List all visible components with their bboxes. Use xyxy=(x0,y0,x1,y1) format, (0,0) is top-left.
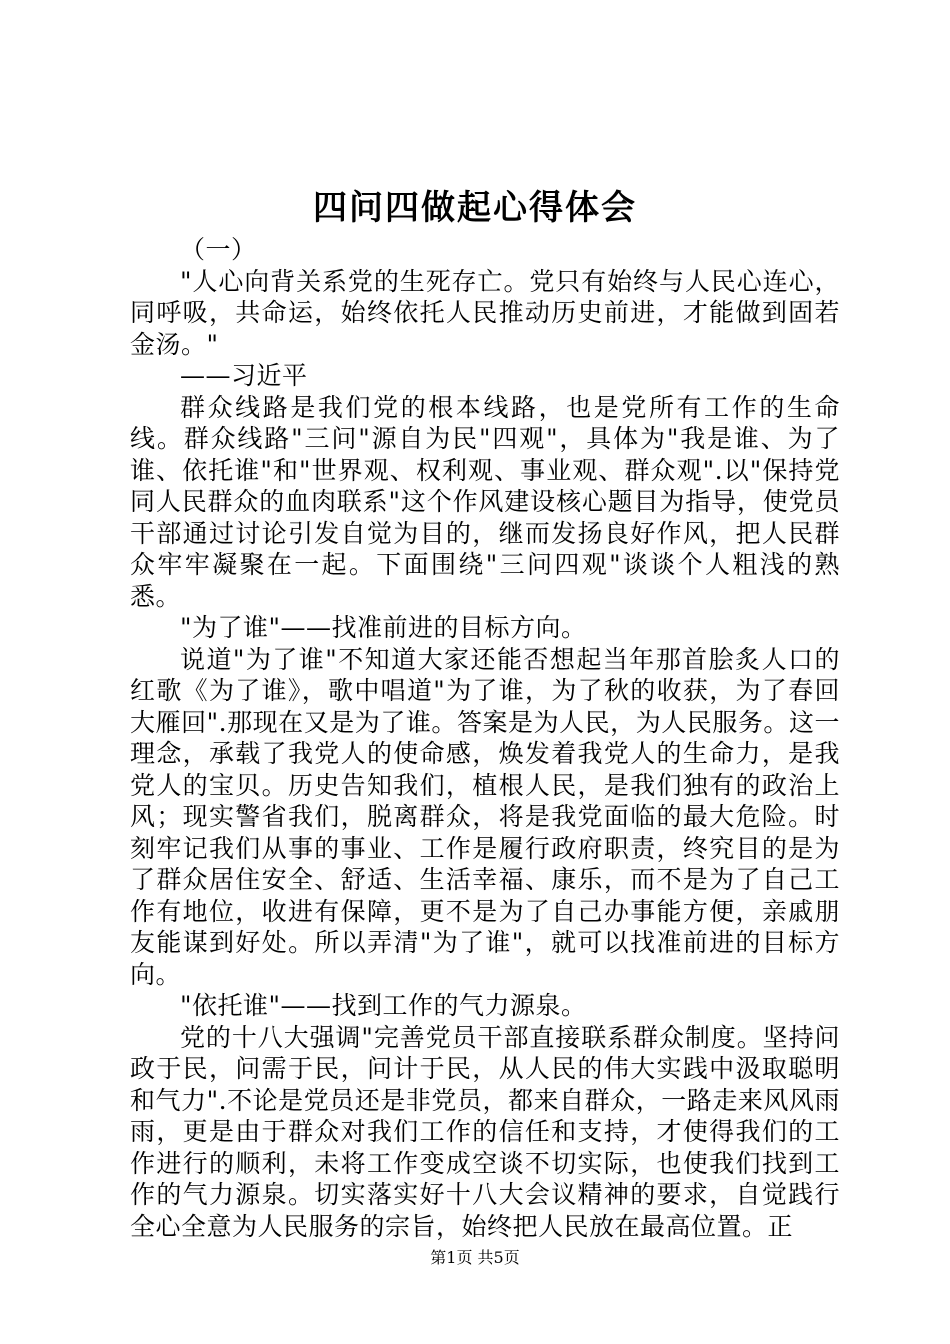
section-number: （一） xyxy=(180,235,257,264)
document-body xyxy=(130,234,840,1242)
section-heading: "依托谁"——找到工作的气力源泉。 xyxy=(180,991,587,1020)
quote-paragraph: "人心向背关系党的生死存亡。党只有始终与人民心连心，同呼吸，共命运，始终依托人民推动历史前进，才能做到固若金汤。" xyxy=(130,266,840,359)
section-heading: "为了谁"——找准前进的目标方向。 xyxy=(180,613,587,642)
document-title: 四问四做起心得体会 xyxy=(313,188,637,228)
body-paragraph: 党的十八大强调"完善党员干部直接联系群众制度。坚持问政于民，问需于民，问计于民，从人民的伟大实践中汲取聪明和气力".不论是党员还是非党员，都来自群众，一路走来风风雨雨，更是由于群众对我们工作的信任和支持，才使得我们的工作进行的顺利，未将工作变成空谈不切实际，也使我们找到工作的气力源泉。切实落实好十八大会议精神的要求，自觉践行全心全意为人民服务的宗旨，始终把人民放在最高位置。正 xyxy=(130,1022,840,1241)
page-footer: 第1页 共5页 xyxy=(430,1248,520,1267)
body-paragraph: 说道"为了谁"不知道大家还能否想起当年那首脍炙人口的红歌《为了谁》，歌中唱道"为了谁，为了秋的收获，为了春回大雁回".那现在又是为了谁。答案是为人民，为人民服务。这一理念，承载了我党人的使命感，焕发着我党人的生命力，是我党人的宝贝。历史告知我们，植根人民，是我们独有的政治上风；现实警省我们，脱离群众，将是我党面临的最大危险。时刻牢记我们从事的事业、工作是履行政府职责，终究目的是为了群众居住安全、舒适、生活幸福、康乐，而不是为了自己工作有地位，收进有保障，更不是为了自己办事能方便，亲戚朋友能谋到好处。所以弄清"为了谁"，就可以找准前进的目标方向。 xyxy=(130,644,840,989)
body-paragraph: 群众线路是我们党的根本线路，也是党所有工作的生命线。群众线路"三问"源自为民"四观"，具体为"我是谁、为了谁、依托谁"和"世界观、权利观、事业观、群众观".以"保持党同人民群众的血肉联系"这个作风建设核心题目为指导，使党员干部通过讨论引发自觉为目的，继而发扬良好作风，把人民群众牢牢凝聚在一起。下面围绕"三问四观"谈谈个人粗浅的熟悉。 xyxy=(130,392,840,611)
quote-attribution: ——习近平 xyxy=(180,361,308,390)
